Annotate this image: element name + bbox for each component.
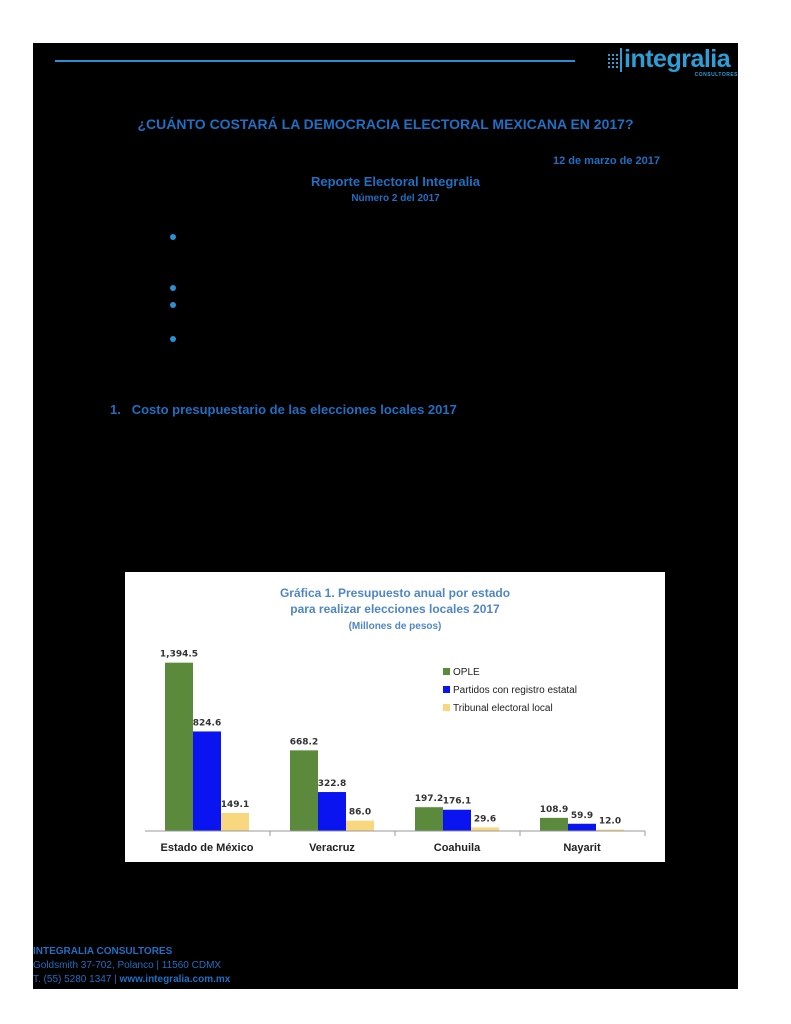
legend-label: OPLE [453, 667, 480, 678]
bar-ople-2 [415, 807, 443, 831]
bar-partidos-con-registro-estatal-0 [193, 731, 221, 831]
document-title: ¿CUÁNTO COSTARÁ LA DEMOCRACIA ELECTORAL MEXICANA EN 2017? [137, 116, 634, 132]
budget-chart-svg [125, 572, 665, 862]
bar-ople-0 [165, 663, 193, 831]
chart-title-line2: para realizar elecciones locales 2017 [290, 602, 500, 616]
data-label: 108.9 [539, 804, 569, 815]
header-rule [55, 60, 575, 62]
bar-tribunal-electoral-local-0 [221, 813, 249, 831]
bullet-point [170, 336, 176, 342]
category-label: Nayarit [563, 842, 601, 854]
legend-swatch [443, 704, 450, 711]
data-label: 29.6 [473, 814, 497, 825]
logo-wordmark: integralia [624, 45, 731, 73]
chart-subtitle: (Millones de pesos) [348, 621, 442, 632]
footer-phone: T. (55) 5280 1347 | [33, 974, 120, 985]
bar-partidos-con-registro-estatal-2 [443, 810, 471, 831]
footer-website-link[interactable]: www.integralia.com.mx [119, 974, 231, 985]
section-heading [110, 402, 457, 417]
footer-contact [33, 973, 230, 987]
data-label: 12.0 [598, 816, 622, 827]
section-number: 1. [110, 402, 121, 417]
report-name: Reporte Electoral Integralia [310, 174, 481, 189]
bullet-point [170, 234, 176, 240]
data-label: 86.0 [348, 807, 372, 818]
footer-address: Goldsmith 37-702, Polanco | 11560 CDMX [33, 960, 222, 971]
data-label: 149.1 [220, 800, 250, 811]
data-label: 176.1 [442, 796, 472, 807]
logo-subtext: CONSULTORES [694, 72, 738, 78]
bar-tribunal-electoral-local-1 [346, 821, 374, 831]
legend-label: Partidos con registro estatal [453, 685, 577, 696]
budget-chart [125, 572, 665, 862]
document-date: 12 de marzo de 2017 [553, 155, 661, 167]
report-number: Número 2 del 2017 [351, 193, 440, 204]
bar-ople-1 [290, 750, 318, 831]
data-label: 197.2 [414, 794, 444, 805]
legend-swatch [443, 686, 450, 693]
category-label: Veracruz [309, 842, 355, 854]
data-label: 824.6 [192, 718, 222, 729]
chart-title: Gráfica 1. Presupuesto anual por estado [279, 586, 511, 600]
footer-company: INTEGRALIA CONSULTORES [33, 946, 173, 957]
integralia-logo [606, 44, 738, 80]
legend-label: Tribunal electoral local [453, 703, 553, 714]
bullet-point [170, 285, 176, 291]
bar-partidos-con-registro-estatal-1 [318, 792, 346, 831]
section-title: Costo presupuestario de las elecciones locales 2017 [131, 402, 457, 417]
data-label: 59.9 [570, 810, 594, 821]
category-label: Coahuila [433, 842, 481, 854]
legend-swatch [443, 668, 450, 675]
data-label: 668.2 [289, 737, 319, 748]
bar-ople-3 [540, 818, 568, 831]
category-label: Estado de México [160, 842, 254, 854]
logo-dots-icon [606, 46, 624, 74]
data-label: 1,394.5 [159, 649, 199, 660]
data-label: 322.8 [317, 779, 347, 790]
bullet-point [170, 302, 176, 308]
bar-partidos-con-registro-estatal-3 [568, 824, 596, 831]
bar-tribunal-electoral-local-2 [471, 827, 499, 831]
footer [33, 945, 230, 987]
